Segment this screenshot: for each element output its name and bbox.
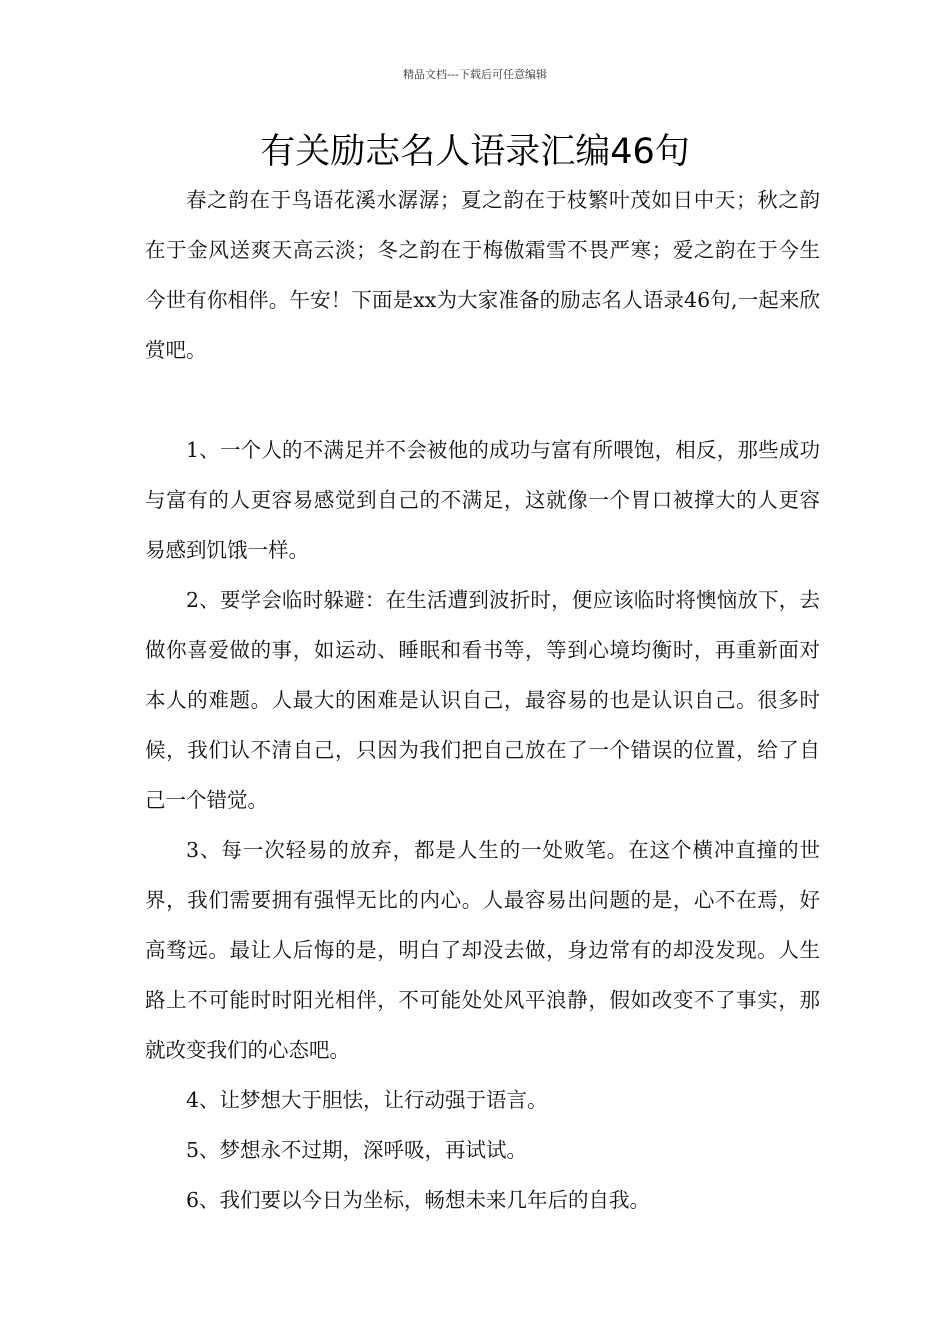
quote-item-5: 5、梦想永不过期，深呼吸，再试试。 [186,1138,528,1162]
quote-item-2: 2、要学会临时躲避：在生活遭到波折时，便应该临时将懊恼放下，去做你喜爱做的事，如运动、睡眠和看书等，等到心境均衡时，再重新面对本人的难题。人最大的困难是认识自己，最容易的也是认识自己。很多时候，我们认不清自己，只因为我们把自己放在了一个错误的位置，给了自己一个错觉。 [145,588,820,812]
intro-section [145,175,820,375]
quote-item-4: 4、让梦想大于胆怯，让行动强于语言。 [186,1088,548,1112]
document-title: 有关励志名人语录汇编46句 [260,132,690,172]
quote-item-1: 1、一个人的不满足并不会被他的成功与富有所喂饱，相反，那些成功与富有的人更容易感觉到自己的不满足，这就像一个胃口被撑大的人更容易感到饥饿一样。 [145,438,820,562]
quote-item-3: 3、每一次轻易的放弃，都是人生的一处败笔。在这个横冲直撞的世界，我们需要拥有强悍无比的内心。人最容易出问题的是，心不在焉，好高骛远。最让人后悔的是，明白了却没去做，身边常有的却没发现。人生路上不可能时时阳光相伴，不可能处处风平浪静，假如改变不了事实，那就改变我们的心态吧。 [145,838,820,1062]
intro-paragraph: 春之韵在于鸟语花溪水潺潺；夏之韵在于枝繁叶茂如日中天；秋之韵在于金风送爽天高云淡；冬之韵在于梅傲霜雪不畏严寒；爱之韵在于今生今世有你相伴。午安！下面是xx为大家准备的励志名人语录46句,一起来欣赏吧。 [145,188,820,362]
quote-list [145,425,820,1225]
quote-item-6: 6、我们要以今日为坐标，畅想未来几年后的自我。 [186,1188,651,1212]
header-note: 精品文档---下载后可任意编辑 [403,68,547,81]
